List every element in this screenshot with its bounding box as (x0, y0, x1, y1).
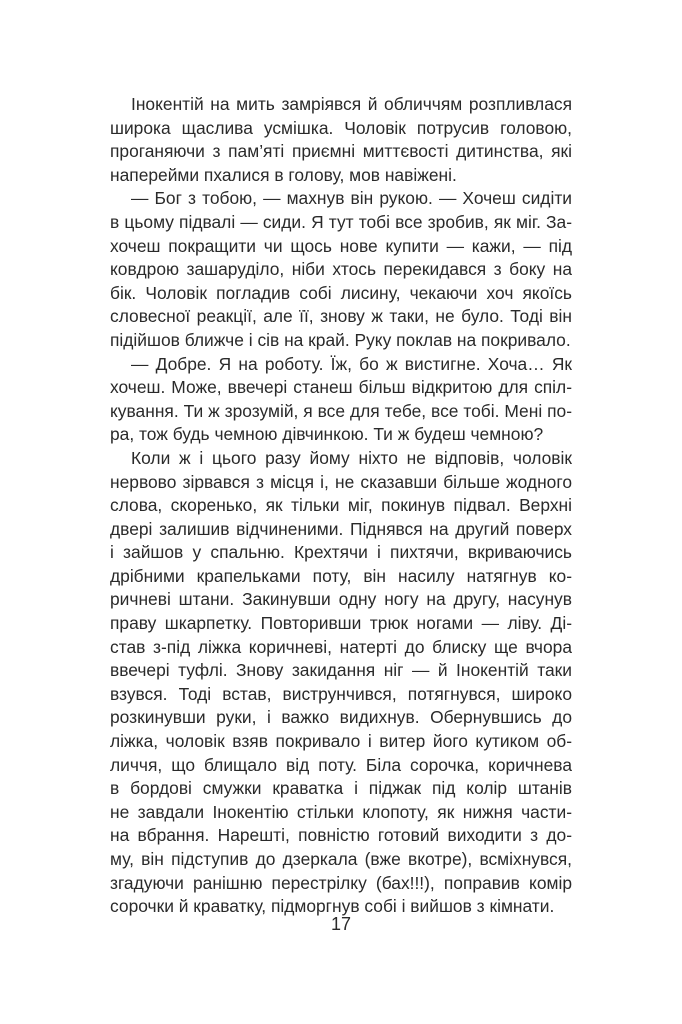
text-line: став з-під ліжка коричневі, натерті до блиску ще вчора (110, 636, 572, 657)
text-line: хочеш покращити чи щось нове купити — кажи, — під (110, 235, 572, 256)
text-line: нервово зірвався з місця і, не сказавши більше жодного (110, 471, 572, 492)
text-line: наперейми пхалися в голову, мов навіжені. (110, 164, 457, 185)
text-line: розкинувши руки, і важко видихнув. Обернувшись до (110, 707, 572, 728)
text-line: згадуючи ранішню перестрілку (бах!!!), поправив комір (110, 872, 572, 893)
text-line: — Добре. Я на роботу. Їж, бо ж вистигне. Хоча… Як (131, 353, 572, 374)
text-line: проганяючи з пам’яті приємні миттєвості дитинства, які (110, 141, 572, 162)
text-line: сорочки й краватку, підморгнув собі і вийшов з кімнати. (110, 896, 555, 917)
text-line: ліжка, чоловік взяв покривало і витер його кутиком об- (110, 731, 572, 752)
text-line: личчя, що блищало від поту. Біла сорочка, коричнева (110, 754, 572, 775)
text-line: взувся. Тоді встав, виструнчився, потягнувся, широко (110, 683, 572, 704)
page-number: 17 (330, 914, 352, 934)
text-line: Інокентій на мить замріявся й обличчям розпливлася (131, 94, 572, 114)
text-line: хочеш. Може, ввечері станеш більш відкритою для спіл- (110, 377, 572, 398)
text-line: ричневі штани. Закинувши одну ногу на другу, насунув (110, 589, 572, 610)
text-line: — Бог з тобою, — махнув він рукою. — Хочеш сидіти (131, 188, 572, 209)
text-line: словесної реакції, але її, знову ж таки, не було. Тоді він (110, 306, 572, 327)
text-line: кування. Ти ж зрозумій, я все для тебе, все тобі. Мені по- (110, 400, 572, 421)
text-line: ввечері туфлі. Знову закидання ніг — й Інокентій таки (110, 660, 572, 681)
text-line: в бордові смужки краватка і піджак під колір штанів (110, 778, 572, 799)
text-line: двері залишив відчиненими. Піднявся на другий поверх (110, 518, 572, 539)
text-line: бік. Чоловік погладив собі лисину, чекаючи хоч якоїсь (110, 282, 572, 303)
text-line: і зайшов у спальню. Крехтячи і пихтячи, вкриваючись (110, 542, 572, 563)
text-line: в цьому підвалі — сиди. Я тут тобі все зробив, як міг. За- (110, 211, 572, 232)
text-line: праву шкарпетку. Повторивши трюк ногами — ліву. Ді- (110, 613, 572, 634)
text-line: ковдрою зашаруділо, ніби хтось перекидався з боку на (110, 259, 572, 280)
text-line: підійшов ближче і сів на край. Руку поклав на покривало. (110, 329, 571, 350)
text-line: дрібними крапельками поту, він насилу натягнув ко- (110, 565, 572, 586)
text-line: му, він підступив до дзеркала (вже вкотре), всміхнувся, (110, 849, 572, 869)
text-line: не завдали Інокентію стільки клопоту, як нижня части- (110, 801, 572, 822)
page-body-text (110, 93, 572, 919)
text-line: ра, тож будь чемною дівчинкою. Ти ж будеш чемною? (110, 424, 544, 445)
text-line: широка щаслива усмішка. Чоловік потрусив головою, (110, 117, 572, 138)
text-line: слова, скоренько, як тільки міг, покинув підвал. Верхні (110, 495, 572, 516)
text-line: Коли ж і цього разу йому ніхто не відповів, чоловік (131, 447, 572, 468)
text-line: на вбрання. Нарешті, повністю готовий виходити з до- (110, 825, 572, 846)
